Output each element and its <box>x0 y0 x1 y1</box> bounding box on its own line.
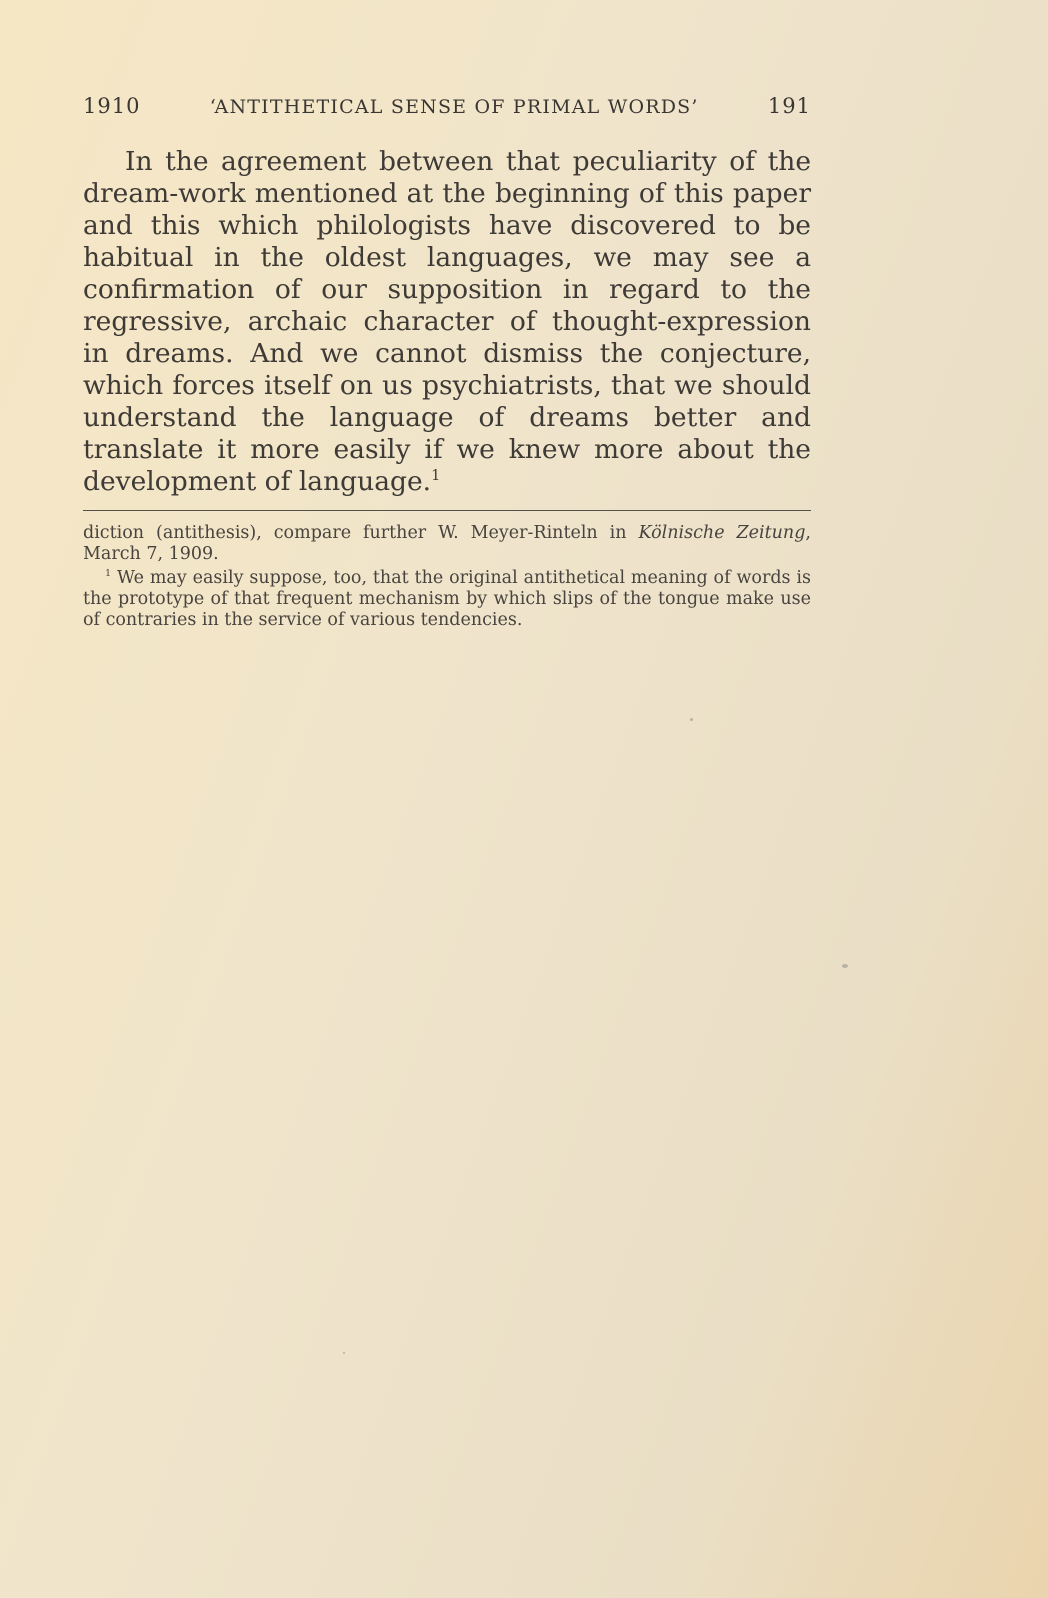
running-head-year: 1910 <box>83 94 141 118</box>
footnote-continued <box>83 523 811 565</box>
footnote-continued-text-2: , March 7, 1909. <box>83 523 811 564</box>
footnote-1-text: We may easily suppose, too, that the original antithetical meaning of words is the prototype of that frequent mechanism by which slips of the tongue make use of contraries in the service of various tendencies. <box>83 568 811 630</box>
running-head <box>83 94 811 132</box>
footnote-reference: 1 <box>431 467 441 485</box>
book-page <box>83 94 811 631</box>
page-number: 191 <box>767 94 811 118</box>
running-head-title: ‘ANTITHETICAL SENSE OF PRIMAL WORDS’ <box>209 96 699 118</box>
footnote-rule <box>83 510 811 511</box>
footnotes <box>83 523 811 631</box>
paper-speck <box>343 1352 345 1354</box>
paper-speck <box>690 718 693 721</box>
footnote-1-marker: 1 <box>105 568 112 580</box>
paper-speck <box>842 964 848 968</box>
body-paragraph-text: In the agreement between that peculiarity of the dream-work mentioned at the beginning of this paper and this which philologists have discovered to be habitual in the oldest languages, we may see a confirmation of our supposition in regard to the regressive, archaic character of thought-expression in dreams. And we cannot dismiss the conjecture, which forces itself on us psychiatrists, that we should understand the language of dreams better and translate it more easily if we knew more about the development of language. <box>83 146 811 497</box>
footnote-continued-italic: Kölnische Zeitung <box>638 523 806 543</box>
body-paragraph <box>83 146 811 498</box>
footnote-1 <box>83 568 811 631</box>
footnote-continued-text-1: diction (antithesis), compare further W. Meyer-Rinteln in <box>83 523 639 543</box>
